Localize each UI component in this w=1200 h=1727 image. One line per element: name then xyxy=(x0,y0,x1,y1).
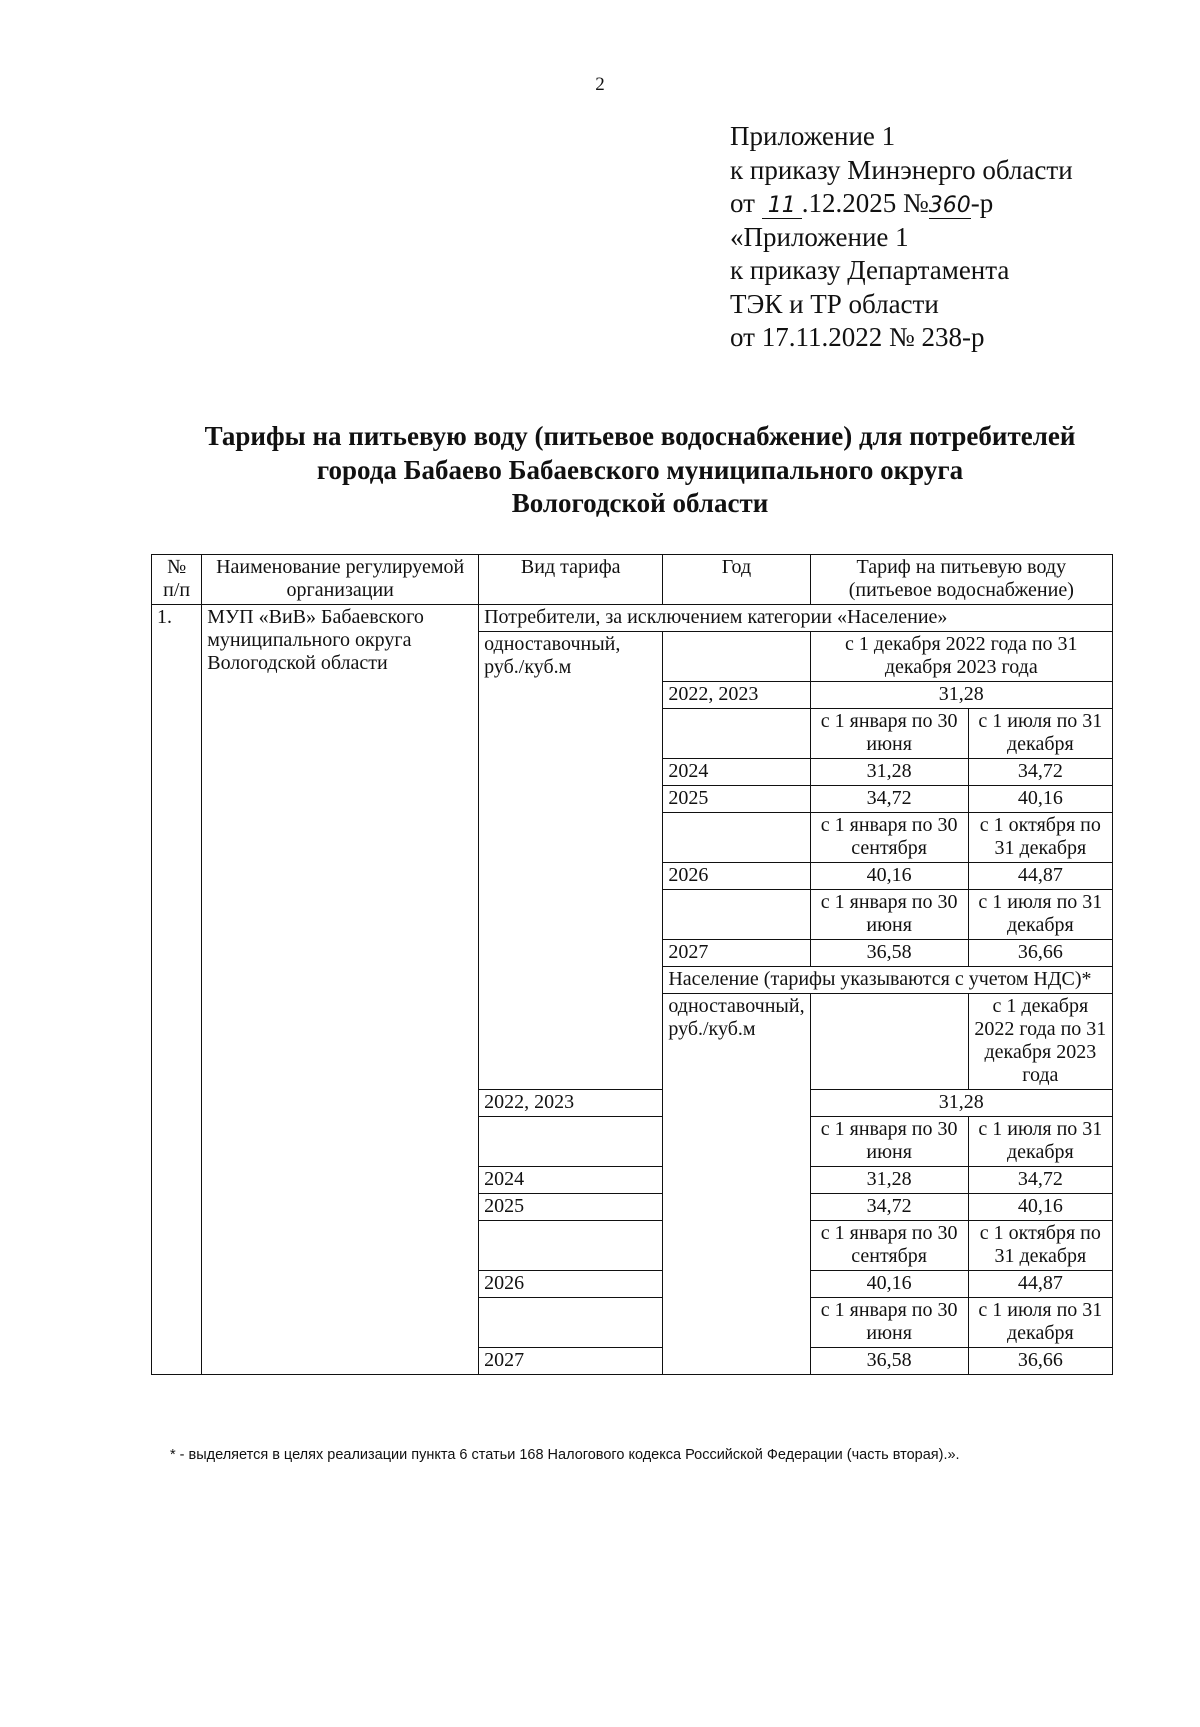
tariff-value: 34,72 xyxy=(968,759,1112,786)
appendix-line-7: от 17.11.2022 № 238-р xyxy=(730,322,985,352)
tariff-value: 40,16 xyxy=(810,863,968,890)
tariff-value: 31,28 xyxy=(810,682,1112,709)
handwritten-order-number: 360 xyxy=(928,193,971,218)
period-label: с 1 июля по 31 декабря xyxy=(968,890,1112,940)
year-cell: 2022, 2023 xyxy=(479,1090,663,1117)
period-label: с 1 октября по 31 декабря xyxy=(968,813,1112,863)
table-header-row xyxy=(152,555,1113,605)
document-title xyxy=(150,420,1130,521)
tariff-value: 31,28 xyxy=(810,1167,968,1194)
period-label: с 1 января по 30 июня xyxy=(810,890,968,940)
tariff-value: 31,28 xyxy=(810,1090,1112,1117)
header-type: Вид тарифа xyxy=(479,555,663,605)
period-label: с 1 декабря 2022 года по 31 декабря 2023 года xyxy=(968,994,1112,1090)
period-label: с 1 октября по 31 декабря xyxy=(968,1221,1112,1271)
header-tariff: Тариф на питьевую воду (питьевое водоснабжение) xyxy=(810,555,1112,605)
tariff-value: 31,28 xyxy=(810,759,968,786)
appendix-line-2: к приказу Минэнерго области xyxy=(730,154,1073,185)
appendix-line-5: к приказу Департамента xyxy=(730,255,1010,285)
title-line-2: города Бабаево Бабаевского муниципального округа xyxy=(316,454,964,485)
period-label: с 1 июля по 31 декабря xyxy=(968,709,1112,759)
tariff-value: 44,87 xyxy=(968,863,1112,890)
appendix-line-6: ТЭК и ТР области xyxy=(730,288,939,319)
tariff-value: 34,72 xyxy=(810,786,968,813)
title-line-1: Тарифы на питьевую воду (питьевое водоснабжение) для потребителей xyxy=(204,421,1076,451)
handwritten-day: 11 xyxy=(762,194,802,219)
appendix-header xyxy=(730,120,1073,355)
tariff-type: одноставочный, руб./куб.м xyxy=(663,994,810,1375)
header-num: № п/п xyxy=(152,555,202,605)
header-org: Наименование регулируемой организации xyxy=(202,555,479,605)
year-cell: 2027 xyxy=(479,1348,663,1375)
period-label: с 1 января по 30 июня xyxy=(810,709,968,759)
footnote: * - выделяется в целях реализации пункта 6 статьи 168 Налогового кодекса Российской Федерации (часть вторая).». xyxy=(170,1447,960,1463)
tariff-value: 40,16 xyxy=(968,786,1112,813)
tariff-value: 36,66 xyxy=(968,940,1112,967)
tariff-value: 40,16 xyxy=(810,1271,968,1298)
tariff-value: 34,72 xyxy=(810,1194,968,1221)
header-year: Год xyxy=(663,555,810,605)
period-label: с 1 июля по 31 декабря xyxy=(968,1117,1112,1167)
period-label: с 1 января по 30 июня xyxy=(810,1117,968,1167)
year-cell: 2026 xyxy=(663,863,810,890)
organization-name: МУП «ВиВ» Бабаевского муниципального округа Вологодской области xyxy=(202,605,479,1375)
category-label: Потребители, за исключением категории «Население» xyxy=(479,605,1113,632)
year-cell: 2025 xyxy=(479,1194,663,1221)
appendix-date-middle: .12.2025 № xyxy=(801,188,929,218)
tariff-value: 40,16 xyxy=(968,1194,1112,1221)
period-label: с 1 января по 30 сентября xyxy=(810,813,968,863)
tariff-value: 36,58 xyxy=(810,940,968,967)
year-cell: 2024 xyxy=(663,759,810,786)
appendix-date-prefix: от xyxy=(730,188,755,218)
table-row xyxy=(152,605,1113,632)
tariff-value: 36,58 xyxy=(810,1348,968,1375)
year-cell: 2027 xyxy=(663,940,810,967)
tariff-value: 44,87 xyxy=(968,1271,1112,1298)
appendix-line-4: «Приложение 1 xyxy=(730,221,909,252)
tariff-type: одноставочный, руб./куб.м xyxy=(479,632,663,1090)
period-label: с 1 июля по 31 декабря xyxy=(968,1298,1112,1348)
appendix-date-suffix: -р xyxy=(970,188,994,218)
page-number: 2 xyxy=(595,74,605,95)
year-cell: 2022, 2023 xyxy=(663,682,810,709)
title-line-3: Вологодской области xyxy=(511,488,769,518)
year-cell: 2025 xyxy=(663,786,810,813)
appendix-line-3 xyxy=(730,187,1073,221)
row-number: 1. xyxy=(152,605,202,1375)
year-cell: 2024 xyxy=(479,1167,663,1194)
tariff-value: 34,72 xyxy=(968,1167,1112,1194)
period-label: с 1 января по 30 сентября xyxy=(810,1221,968,1271)
year-cell: 2026 xyxy=(479,1271,663,1298)
category-label: Население (тарифы указываются с учетом НДС)* xyxy=(663,967,1113,994)
appendix-line-1: Приложение 1 xyxy=(730,121,896,151)
period-label: с 1 декабря 2022 года по 31 декабря 2023 года xyxy=(810,632,1112,682)
period-label: с 1 января по 30 июня xyxy=(810,1298,968,1348)
tariff-table xyxy=(151,554,1113,1375)
tariff-value: 36,66 xyxy=(968,1348,1112,1375)
